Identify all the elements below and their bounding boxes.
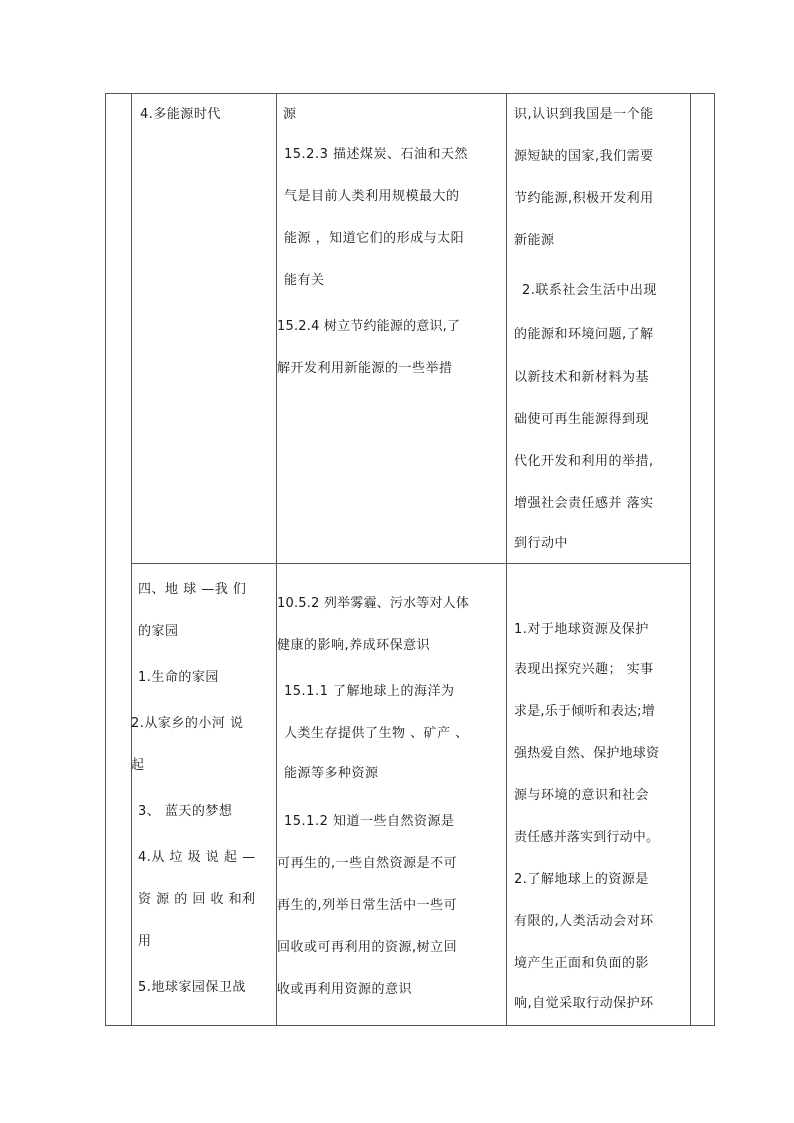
- goals-line: 识,认识到我国是一个能: [514, 107, 654, 122]
- goals-line: 强热爱自然、保护地球资: [514, 746, 660, 761]
- goals-line: 2.联系社会生活中出现: [522, 283, 657, 298]
- standards-line: 能源等多种资源: [284, 766, 379, 781]
- goals-line: 的能源和环境问题,了解: [514, 327, 654, 342]
- standards-line: 源: [283, 107, 297, 122]
- standards-line: 15.2.4 树立节约能源的意识,了: [277, 319, 461, 334]
- goals-line: 础使可再生能源得到现: [514, 412, 650, 427]
- standards-line: 15.1.2 知道一些自然资源是: [284, 814, 455, 829]
- goals-line: 增强社会责任感并 落实: [514, 496, 654, 511]
- column-divider-4: [690, 93, 691, 1026]
- row2-goals-cell: [507, 564, 690, 1025]
- goals-line: 求是,乐于倾听和表达;增: [514, 704, 655, 719]
- goals-line: 节约能源,积极开发利用: [514, 191, 654, 206]
- standards-line: 收或再利用资源的意识: [277, 982, 413, 997]
- standards-line: 10.5.2 列举雾霾、污水等对人体: [277, 596, 470, 611]
- standards-line: 可再生的,一些自然资源是不可: [277, 856, 458, 871]
- topic-title: 4.多能源时代: [140, 107, 221, 122]
- table-bottom-border: [105, 1025, 715, 1026]
- row2-standards-cell: [277, 564, 506, 1025]
- goals-line: 责任感并落实到行动中。: [514, 830, 660, 845]
- topic-line: 四、地 球 —我 们: [138, 582, 247, 597]
- standards-line: 15.1.1 了解地球上的海洋为: [284, 684, 455, 699]
- table-left-border: [105, 93, 106, 1026]
- standards-line: 能有关: [284, 273, 325, 288]
- topic-line: 资 源 的 回 收 和利: [138, 892, 256, 907]
- goals-line: 表现出探究兴趣； 实事: [514, 662, 654, 677]
- table-right-border: [714, 93, 715, 1026]
- topic-line: 4.从 垃 圾 说 起 —: [138, 850, 256, 865]
- topic-line: 的家园: [138, 624, 179, 639]
- standards-line: 健康的影响,养成环保意识: [277, 638, 431, 653]
- row1-topic-cell: [131, 93, 276, 563]
- row2-topic-cell: [131, 564, 276, 1025]
- topic-line: 用: [138, 934, 152, 949]
- row1-standards-cell: [277, 93, 506, 563]
- topic-line: 2.从家乡的小河 说: [131, 716, 244, 731]
- standards-line: 解开发利用新能源的一些举措: [277, 361, 453, 376]
- goals-line: 有限的,人类活动会对环: [514, 914, 654, 929]
- goals-line: 以新技术和新材料为基: [514, 370, 650, 385]
- standards-line: 15.2.3 描述煤炭、石油和天然: [284, 147, 468, 162]
- standards-line: 再生的,列举日常生活中一些可: [277, 898, 458, 913]
- goals-line: 代化开发和利用的举措,: [514, 454, 654, 469]
- goals-line: 到行动中: [514, 536, 569, 551]
- goals-line: 境产生正面和负面的影: [514, 956, 650, 971]
- standards-line: 气是目前人类利用规模最大的: [284, 189, 460, 204]
- goals-line: 2.了解地球上的资源是: [514, 872, 649, 887]
- topic-line: 1.生命的家园: [138, 670, 219, 685]
- standards-line: 人类生存提供了生物 、矿产 、: [284, 726, 469, 741]
- row1-goals-cell: [507, 93, 690, 563]
- topic-line: 起: [131, 758, 145, 773]
- standards-line: 回收或可再利用的资源,树立回: [277, 940, 458, 955]
- goals-line: 源与环境的意识和社会: [514, 788, 650, 803]
- standards-line: 能源 ，知道它们的形成与太阳: [284, 231, 465, 246]
- topic-line: 3、 蓝天的梦想: [138, 804, 233, 819]
- goals-line: 1.对于地球资源及保护: [514, 622, 649, 637]
- goals-line: 响,自觉采取行动保护环: [514, 996, 654, 1011]
- goals-line: 源短缺的国家,我们需要: [514, 149, 654, 164]
- goals-line: 新能源: [514, 233, 555, 248]
- topic-line: 5.地球家园保卫战: [138, 980, 246, 995]
